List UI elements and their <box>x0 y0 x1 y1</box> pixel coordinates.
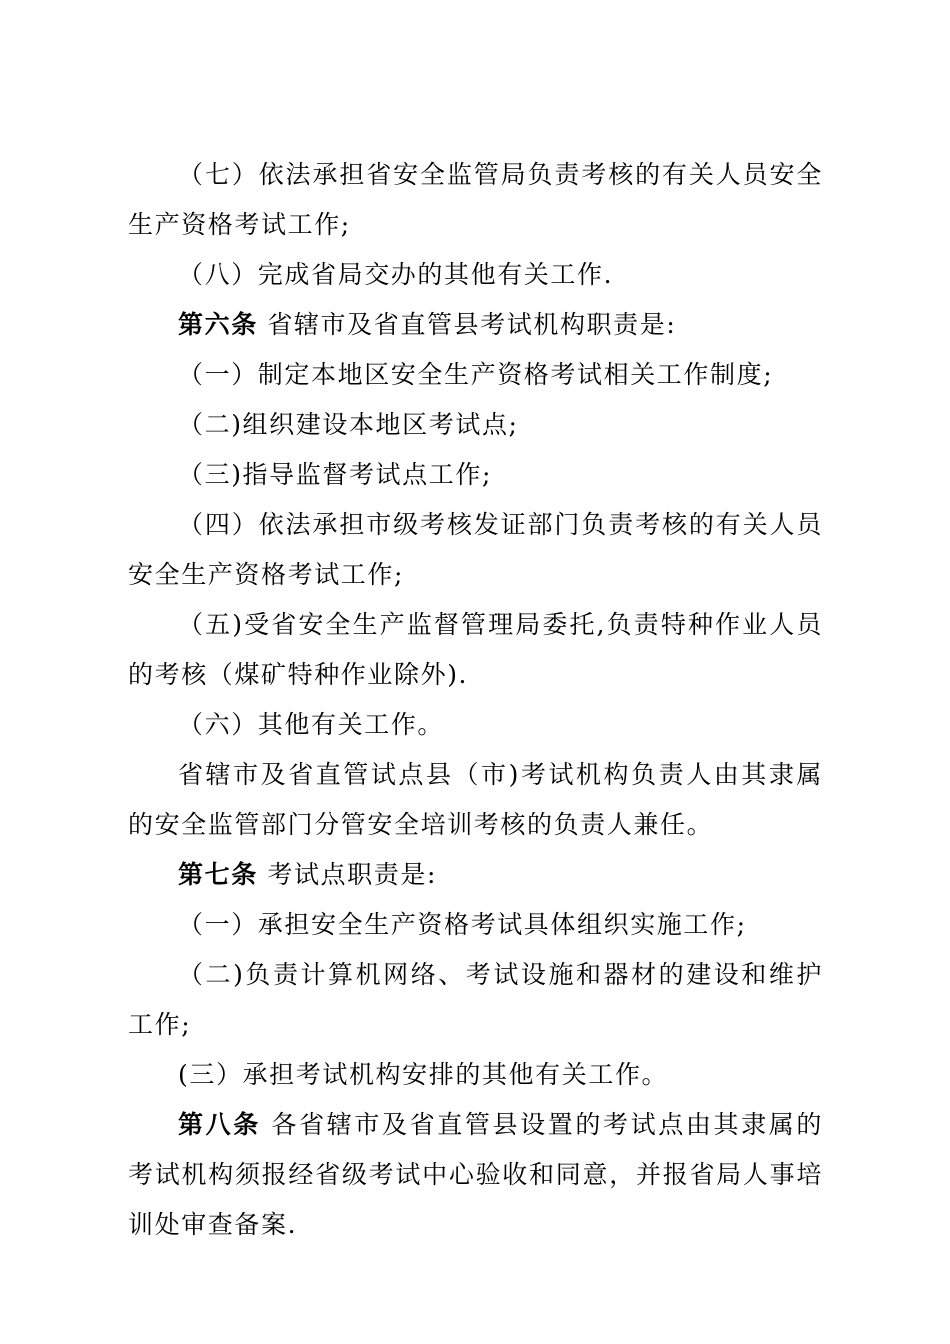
article-6-item-6 <box>128 700 823 750</box>
paragraph-text: 省辖市及省直管试点县（市)考试机构负责人由其隶属的安全监管部门分管安全培训考核的负责人兼任。 <box>128 760 823 839</box>
paragraph-text: （八）完成省局交办的其他有关工作. <box>178 260 614 289</box>
article-7-item-1 <box>128 900 823 950</box>
document-page <box>128 150 823 1250</box>
article-6-note <box>128 750 823 850</box>
article-lead: 第六条 <box>178 310 258 339</box>
article-lead: 第七条 <box>178 860 258 889</box>
article-7-item-2 <box>128 950 823 1050</box>
paragraph-text: （七）依法承担省安全监管局负责考核的有关人员安全生产资格考试工作; <box>128 160 823 239</box>
paragraph-text: 考试点职责是: <box>257 860 437 889</box>
paragraph-8 <box>128 250 823 300</box>
paragraph-text: 各省辖市及省直管县设置的考试点由其隶属的考试机构须报经省级考试中心验收和同意，并报省局人事培训处审查备案. <box>128 1110 823 1239</box>
article-lead: 第八条 <box>178 1110 261 1139</box>
article-6-item-1 <box>128 350 823 400</box>
article-8 <box>128 1100 823 1250</box>
paragraph-text: （一）承担安全生产资格考试具体组织实施工作; <box>178 910 747 939</box>
article-6 <box>128 300 823 350</box>
paragraph-text: （一）制定本地区安全生产资格考试相关工作制度; <box>178 360 774 389</box>
paragraph-text: (三）承担考试机构安排的其他有关工作。 <box>178 1060 669 1089</box>
paragraph-text: （五)受省安全生产监督管理局委托,负责特种作业人员的考核（煤矿特种作业除外). <box>128 610 823 689</box>
paragraph-text: （四）依法承担市级考核发证部门负责考核的有关人员安全生产资格考试工作; <box>128 510 823 589</box>
article-6-item-4 <box>128 500 823 600</box>
paragraph-text: （三)指导监督考试点工作; <box>178 460 492 489</box>
article-7-item-3 <box>128 1050 823 1100</box>
paragraph-7 <box>128 150 823 250</box>
article-6-item-2 <box>128 400 823 450</box>
paragraph-text: 省辖市及省直管县考试机构职责是: <box>257 310 677 339</box>
paragraph-text: （二)组织建设本地区考试点; <box>178 410 519 439</box>
article-6-item-3 <box>128 450 823 500</box>
paragraph-text: （二)负责计算机网络、考试设施和器材的建设和维护工作; <box>128 960 823 1039</box>
paragraph-text: （六）其他有关工作。 <box>178 710 445 739</box>
article-7 <box>128 850 823 900</box>
article-6-item-5 <box>128 600 823 700</box>
